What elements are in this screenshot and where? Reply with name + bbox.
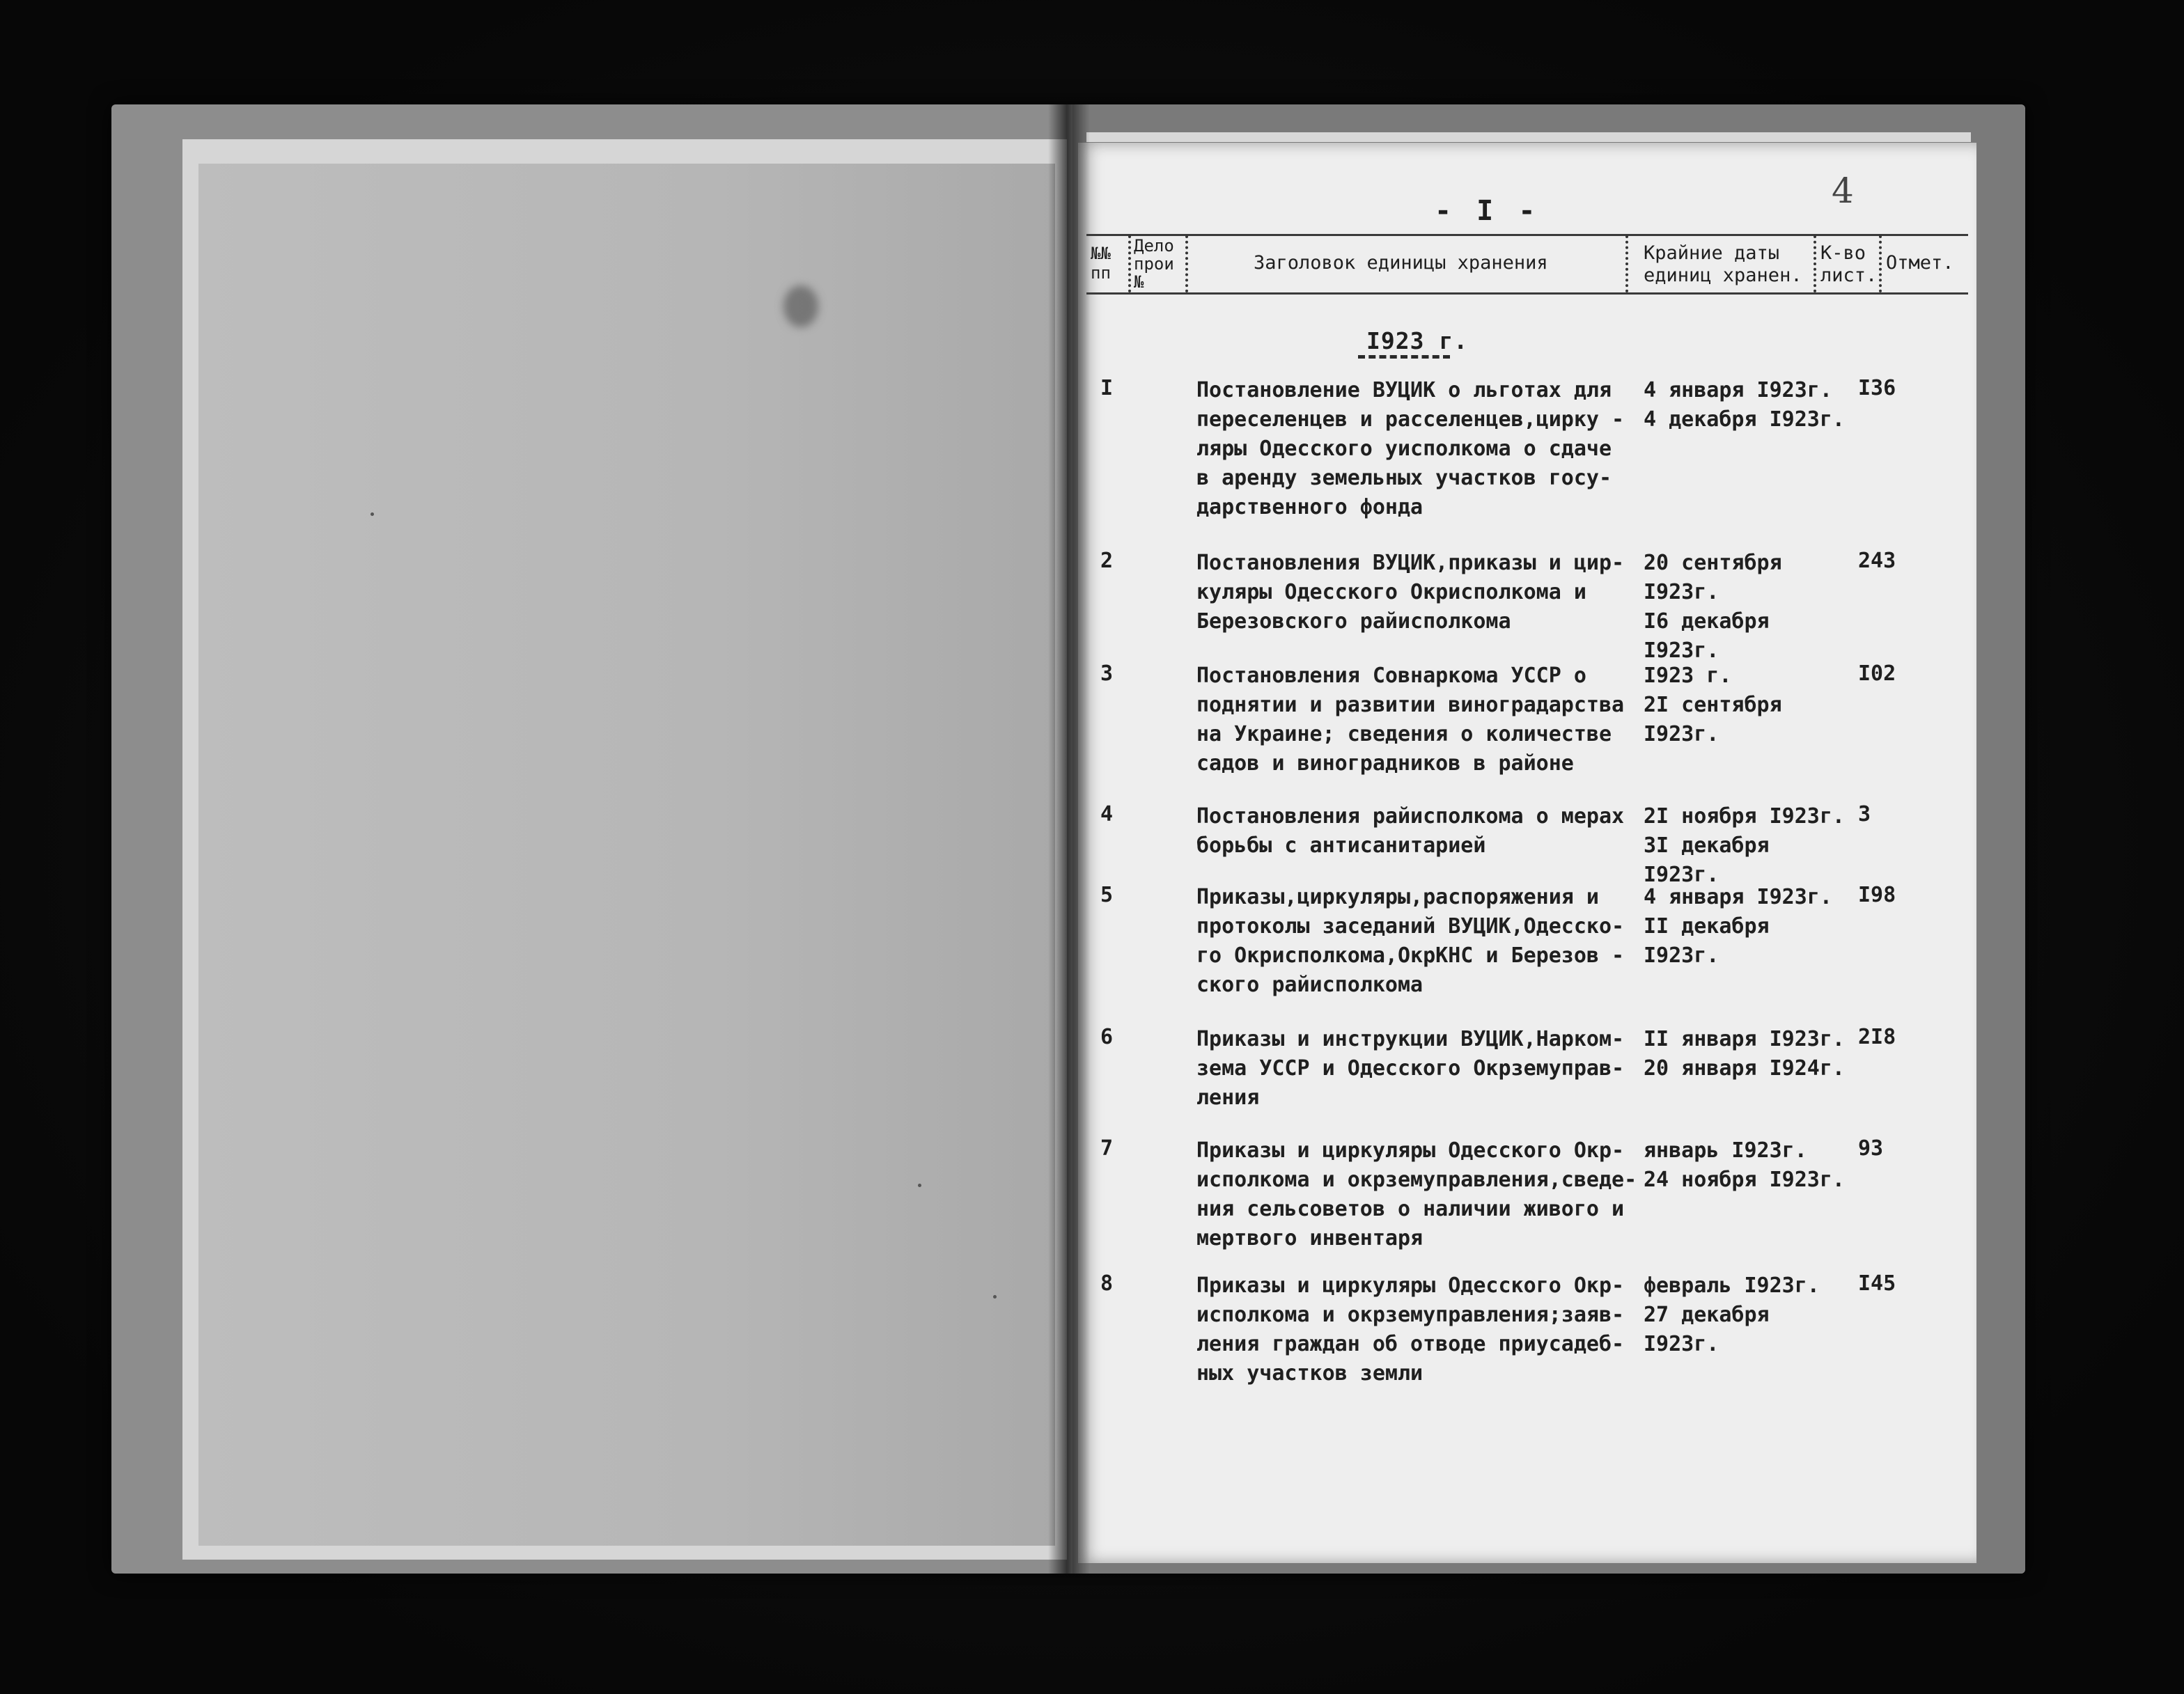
header-separator [1814, 235, 1816, 292]
entry-title: Постановления райисполкома о мерах борьбы с антисанитарией [1196, 804, 1625, 858]
header-col-no: №№ пп [1091, 244, 1111, 283]
entry-title: Приказы,циркуляры,распоряжения и протоколы заседаний ВУЦИК,Одесско- го Окрисполкома,ОкрКНС и Березов - ского райисполкома [1196, 885, 1625, 997]
header-col-sheets: К-во лист. [1820, 242, 1878, 286]
entry-title: Приказы и циркуляры Одесского Окр- исполкома и окрземуправления,сведе- ния сельсоветов о наличии живого и мертвого инвентаря [1196, 1138, 1637, 1250]
entry-dates: I923 г. 2I сентября I923г. [1644, 664, 1782, 746]
entry-sheets: I36 [1858, 376, 1896, 400]
entry-dates: февраль I923г. 27 декабря I923г. [1644, 1273, 1820, 1356]
header-separator [1185, 235, 1188, 292]
entry-sheets: I98 [1858, 883, 1896, 907]
handwritten-sheet-number: 4 [1832, 171, 1854, 211]
header-bottom-rule [1086, 292, 1968, 295]
dust-speck [993, 1295, 997, 1299]
entry-number: I [1100, 376, 1114, 400]
header-separator [1879, 235, 1882, 292]
entry-title: Приказы и циркуляры Одесского Окр- исполкома и окрземуправления;заяв- ления граждан об отводе приусадеб- ных участков земли [1196, 1273, 1625, 1386]
entry-sheets: 243 [1858, 549, 1896, 573]
header-col-notes: Отмет. [1886, 252, 1954, 274]
entry-sheets: I45 [1858, 1271, 1896, 1296]
entry-sheets: 3 [1858, 802, 1871, 826]
year-underline [1358, 355, 1450, 359]
page-number: - I - [1435, 195, 1540, 227]
entry-title: Приказы и инструкции ВУЦИК,Нарком- зема УССР и Одесского Окрземуправ- ления [1196, 1027, 1625, 1110]
entry-title: Постановление ВУЦИК о льготах для переселенцев и расселенцев,цирку - ляры Одесского уисполкома о сдаче в аренду земельных участков госу- дарственного фонда [1196, 378, 1625, 519]
header-col-title: Заголовок единицы хранения [1254, 252, 1548, 274]
header-separator [1128, 235, 1131, 292]
entry-sheets: I02 [1858, 661, 1896, 686]
dust-speck [918, 1184, 921, 1187]
entry-number: 4 [1100, 802, 1114, 826]
entry-dates: 2I ноября I923г. 3I декабря I923г. [1644, 804, 1845, 887]
entry-number: 8 [1100, 1271, 1114, 1296]
entry-title: Постановления Совнаркома УССР о поднятии и развитии виноградарства на Украине; сведения о количестве садов и виноградников в районе [1196, 664, 1625, 776]
entry-title: Постановления ВУЦИК,приказы и цир- куляры Одесского Окрисполкома и Березовского райисполкома [1196, 551, 1625, 634]
entry-dates: 4 января I923г. II декабря I923г. [1644, 885, 1832, 968]
left-page-blank [198, 164, 1055, 1546]
dust-speck [370, 512, 374, 516]
entry-number: 2 [1100, 549, 1114, 573]
header-separator [1625, 235, 1628, 292]
header-col-dates: Крайние даты единиц хранен. [1644, 242, 1802, 286]
entry-dates: 4 января I923г. 4 декабря I923г. [1644, 378, 1845, 432]
entry-number: 5 [1100, 883, 1114, 907]
right-page-edge [1086, 132, 1971, 142]
entry-dates: 20 сентября I923г. I6 декабря I923г. [1644, 551, 1782, 663]
header-top-rule [1086, 234, 1968, 236]
entry-number: 3 [1100, 661, 1114, 686]
entry-sheets: 2I8 [1858, 1025, 1896, 1049]
entry-dates: январь I923г. 24 ноября I923г. [1644, 1138, 1845, 1192]
entry-number: 6 [1100, 1025, 1114, 1049]
entry-dates: II января I923г. 20 января I924г. [1644, 1027, 1845, 1081]
header-col-case: Дело прои № [1134, 236, 1174, 292]
book-spine [1048, 104, 1090, 1574]
entry-number: 7 [1100, 1136, 1114, 1161]
year-heading: I923 г. [1366, 327, 1469, 354]
entry-sheets: 93 [1858, 1136, 1884, 1161]
